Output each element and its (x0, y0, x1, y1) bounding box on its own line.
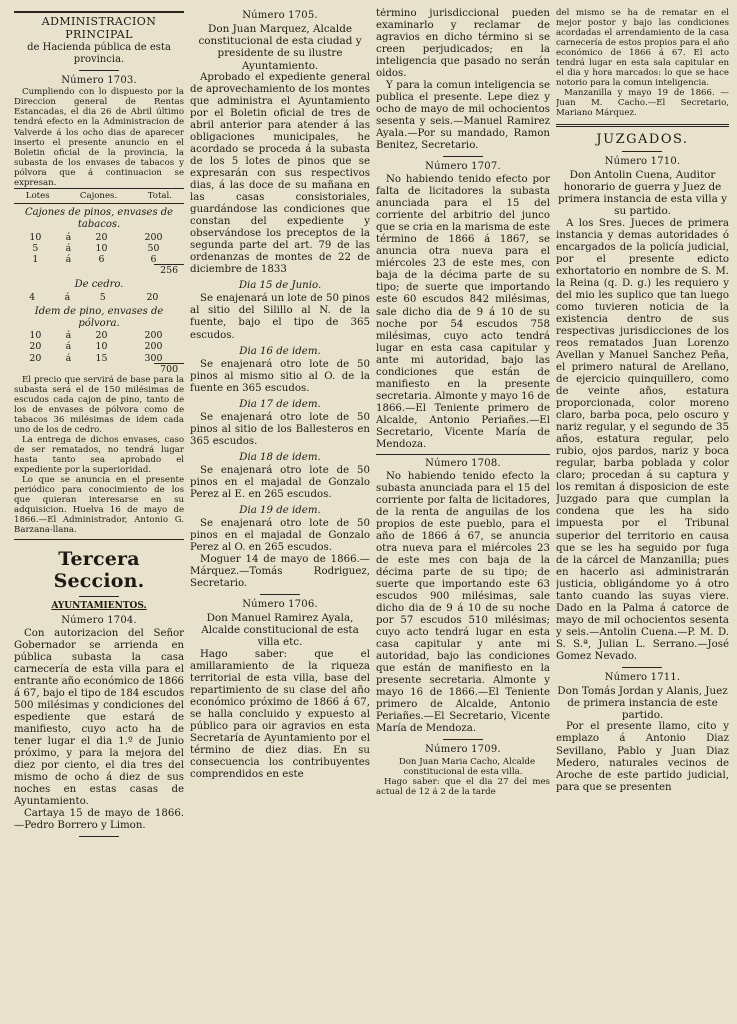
notice-text: Y para la comun inteligencia se publica el presente. Lepe diez y ocho de mayo de mil ochocientos sesenta y seis.—Manuel Ramirez Ayala.—Por su mandado, Ramon Benitez, Secretario. (375, 80, 550, 152)
table-cell: 10 (95, 341, 108, 353)
table-cell: á (65, 231, 72, 243)
divider (79, 70, 119, 71)
notice-signature: Moguer 14 de mayo de 1866.—Márquez.—Tomás Rodriguez, Secretario. (190, 554, 370, 590)
top-rule (14, 11, 184, 13)
notice-number: Número 1703. (61, 74, 137, 86)
table-row (14, 341, 184, 352)
notice-heading: Don Juan Marquez, Alcalde constitucional de esta ciudad y presidente de su ilustre Ayuntamiento. (198, 22, 362, 72)
lots-table-group-2 (14, 292, 184, 303)
notice-text: Se enajenará otro lote de 50 pinos en el majadal de Gonzalo Perez al E. en 265 escudos. (190, 464, 370, 500)
table-cell: á (65, 352, 72, 364)
notice-number: Número 1711. (604, 671, 681, 683)
notice-text: Aprobado el expediente general de aprovechamiento de los montes que administra el Ayuntamiento por el Boletin oficial de tres de abril anterior para atender á las obligaciones municipales, he acordado se proceda á la subasta de los 5 lotes de pinos que se expresarán con sus respectivos dias, á las doce de su mañana en las casas consistoriales, guardándose las condiciones que constan del expediente y observándose los preceptos de la segunda parte del art. 79 de las ordenanzas de montes de 22 de diciembre de 1833 (190, 71, 370, 276)
notice-heading: Don Tomás Jordan y Alanis, Juez de primera instancia de este partido. (557, 684, 728, 722)
notice-text: Se enajenará otro lote de 50 pinos al sitio de los Ballesteros en 365 escudos. (190, 411, 370, 447)
divider (556, 124, 729, 127)
notice-text: Hago saber: que el dia 27 del mes actual de 12 á 2 de la tarde (375, 777, 550, 798)
divider (260, 594, 300, 595)
table-cell: 200 (144, 341, 163, 353)
divider (79, 836, 119, 837)
table-header-lotes: Lotes (14, 188, 61, 203)
notice-text: Se enajenará otro lote de 50 pinos en el majadal de Gonzalo Perez al O. en 265 escudos. (190, 517, 370, 554)
notice-number: Número 1707. (425, 161, 501, 173)
notice-signature: Manzanilla y mayo 19 de 1866. —Juan M. Cacho.—El Secretario, Mariano Márquez. (555, 88, 729, 119)
column-1 (14, 8, 184, 1014)
table-cell: 20 (146, 291, 159, 303)
table-cell: á (65, 253, 72, 265)
lots-table-group-3 (14, 330, 184, 363)
notice-number: Número 1706. (242, 599, 318, 611)
table-cell: á (65, 330, 72, 342)
subtotal-value: 256 (154, 264, 184, 276)
divider (443, 739, 483, 740)
table-cell: 1 (32, 253, 39, 265)
subtotal (14, 265, 184, 276)
notice-date: Dia 16 de idem. (239, 345, 321, 357)
notice-text: Cumpliendo con lo dispuesto por la Direccion general de Rentas Estancadas, el dia 26 de Abril último tendrá efecto en la Administracion de Valverde á los ocho dias de aparecer inserto el presente anuncio en el Boletin oficial de la provincia, la subasta de los envases de tabacos y pólvora que á continuacion se expresan. (14, 87, 185, 188)
notice-text: término jurisdiccional pueden examinarlo y reclamar de agravios en dicho término si se creen perjudicados; en la inteligencia que pasado no serán oidos. (375, 8, 550, 80)
notice-date: Dia 15 de Junio. (238, 280, 322, 292)
notice-date: Dia 19 de idem. (239, 504, 321, 516)
table-cell: 20 (29, 341, 42, 353)
table-cell: 20 (95, 231, 108, 243)
column-2 (190, 8, 370, 1014)
section-heading: ADMINISTRACION PRINCIPAL (41, 15, 157, 41)
notice-number: Número 1704. (61, 614, 137, 626)
notice-text: No habiendo tenido efecto la subasta anunciada para el 15 del corriente por falta de licitadores, de la renta de anguilas de los propios de este pueblo, para el año de 1866 á 67, se anuncia otra nueva para el miércoles 23 de este mes con baja de la décima parte de su tipo; de suerte que importando este 63 escudos 900 milésimas, sale dicho dia de 9 á 10 de su noche por 57 escudos 510 milésimas; cuyo acto tendrá lugar en esta casa capitular y ante mi autoridad, bajo las condiciones que están de manifiesto en la presente secretaria. Almonte y mayo 16 de 1866.—El Teniente primero de Alcalde, Antonio Periañes.—El Secretario, Vicente María de Mendoza. (375, 470, 550, 735)
table-cell: 200 (144, 231, 163, 243)
divider (622, 667, 662, 668)
notice-text: A los Sres. Jueces de primera instancia y demas autoridades ó encargados de la policía judicial, por el presente edicto exhortatorio en nombre de S. M. la Reina (q. D. g.) les requiero y del mio les suplico que tan luego como tuvieren noticia de la existencia dentro de sus respectivas jurisdicciones de los reos rematados Juan Lorenzo Avellan y Manuel Sanchez Peña, el primero natural de Arellano, de ejercicio quinquillero, como de veinte años, estatura proporcionada, color moreno claro, barba poca, pelo oscuro y nariz regular, y el segundo de 35 años, estatura regular, pelo rubio, ojos pardos, nariz y boca regular, barba poblada y color claro; procedan á su captura y los remitan á disposicion de este Juzgado para que cumplan la condena que les ha sido impuesta por el Tribunal superior del territorio en causa que se les ha seguido por fuga de la cárcel de Manzanilla; pues en hacerlo asi administrarán justicia, obligándome yo á otro tanto cuando las suyas viere. Dado en la Palma á catorce de mayo de mil ochocientos sesenta y seis.—Antolin Cuena.—P. M. D. S. S.ª, Julian L. Serrano.—José Gomez Nevado. (555, 217, 729, 662)
notice-number: Número 1708. (425, 457, 501, 469)
divider (622, 151, 662, 152)
notice-heading: Don Juan Maria Cacho, Alcalde constitucional de esta villa. (398, 757, 536, 778)
table-caption: De cedro. (74, 278, 124, 290)
notice-text: Por el presente llamo, cito y emplazo á Antonio Diaz Sevillano, Pablo y Juan Diaz Medero, naturales vecinos de Aroche de este partido judicial, para que se presenten (555, 721, 729, 793)
notice-text: Hago saber: que el amillaramiento de la riqueza territorial de esta villa, base del repartimiento de su clase del año económico próximo de 1866 á 67, se halla concluido y expuesto al público para oir agravios en esta Secretaría de Ayuntamiento por el término de diez dias. En su consecuencia los contribuyentes comprendidos en este (190, 648, 370, 781)
notice-text: Con autorizacion del Señor Gobernador se arrienda en pública subasta la casa carnecería de esta villa para el entrante año económico de 1866 á 67, bajo el tipo de 184 escudos 500 milésimas y condiciones del espediente que estará de manifiesto, cuyo acto ha de tener lugar el dia 1.º de Junio próximo, y para la mejora del diez por ciento, el dia tres del mismo de ocho á diez de sus noches en estas casas de Ayuntamiento. (14, 627, 185, 808)
section-subtitle: AYUNTAMIENTOS. (51, 601, 147, 612)
table-cell: 6 (98, 253, 105, 265)
table-cell: 200 (144, 330, 163, 342)
section-title: Tercera Seccion. (53, 547, 145, 592)
divider (376, 454, 550, 455)
table-cell: á (65, 341, 72, 353)
table-row (14, 330, 184, 341)
divider (79, 596, 119, 597)
notice-number: Número 1709. (425, 744, 501, 756)
table-cell: 10 (95, 242, 108, 254)
column-3 (376, 8, 550, 1014)
notice-date: Dia 18 de idem. (239, 451, 321, 463)
notice-signature: Cartaya 15 de mayo de 1866.—Pedro Borrero y Limon. (14, 808, 185, 832)
subtotal (14, 364, 184, 375)
notice-heading: Don Antolin Cuena, Auditor honorario de guerra y Juez de primera instancia de esta villa y su partido. (558, 168, 727, 218)
lots-table (14, 188, 184, 204)
column-4 (556, 8, 729, 1014)
lots-table-group-1 (14, 232, 184, 265)
notice-text: del mismo se ha de rematar en el mejor postor y bajo las condiciones acordadas el arrendamiento de la casa carnecería de estos propios para el año económico de 1866 á 67. El acto tendrá lugar en esta sala capitular en el dia y hora marcados: lo que se hace notorio para la comun inteligencia. (555, 8, 729, 89)
table-cell: 15 (95, 352, 108, 364)
notice-date: Dia 17 de idem. (239, 398, 321, 410)
notice-text: La entrega de dichos envases, caso de ser rematados, no tendrá lugar hasta tanto sea aprobado el expediente por la superioridad. (14, 435, 185, 476)
notice-text: Lo que se anuncia en el presente periódico para conocimiento de los que quieran interesarse en su adquisicion. Huelva 16 de mayo de 1866.—El Administrador, Antonio G. Barzana-llana. (14, 475, 185, 536)
notice-heading: Don Manuel Ramirez Ayala, Alcalde constitucional de esta villa etc. (201, 611, 359, 649)
table-row (14, 243, 184, 254)
newspaper-page (14, 8, 729, 1014)
table-cell: 5 (99, 291, 106, 303)
table-cell: 10 (29, 330, 42, 342)
notice-text: El precio que servirá de base para la subasta será el de 150 milésimas de escudos cada cajon de pino, tanto de los de envases de pólvora como de tabacos 36 milésimas de idem cada uno de los de cedro. (14, 374, 185, 435)
table-cell: á (65, 242, 72, 254)
section-title: JUZGADOS. (596, 131, 689, 147)
notice-text: Se enajenará otro lote de 50 pinos al mismo sitio al O. de la fuente en 365 escudos. (190, 358, 370, 394)
divider (14, 539, 184, 540)
table-cell: 50 (147, 242, 160, 254)
notice-text: No habiendo tenido efecto por falta de licitadores la subasta anunciada para el 15 del corriente del arbitrio del junco que se cria en la marisma de este término de 1866 á 1867, se anuncia otra nueva para el miércoles 23 de este mes, con baja de la décima parte de su tipo; de suerte que importando este 60 escudos 842 milésimas, sale dicho dia de 9 á 10 de su noche por 54 escudos 758 milésimas, cuyo acto tendrá lugar en esta casa capitular y ante mi autoridad, bajo las condiciones que están de manifiesto en la presente secretaria. Almonte y mayo 16 de 1866.—El Teniente primero de Alcalde, Antonio Periañes.—El Secretario, Vicente María de Mendoza. (375, 174, 550, 450)
table-row (14, 292, 184, 303)
table-cell: á (64, 291, 71, 303)
table-cell: 10 (29, 231, 42, 243)
notice-number: Número 1710. (604, 155, 681, 167)
table-cell: 6 (150, 253, 157, 265)
table-caption: Idem de pino, envases de pólvora. (34, 305, 164, 329)
table-caption: Cajones de pinos, envases de tabacos. (24, 206, 174, 230)
table-row (14, 232, 184, 243)
table-cell: 4 (29, 291, 36, 303)
subtotal-value: 700 (154, 363, 184, 375)
table-cell: 20 (29, 352, 42, 364)
table-cell: 5 (32, 242, 39, 254)
notice-text: Se enajenará un lote de 50 pinos al sitio del Silillo al N. de la fuente, bajo el tipo de 365 escudos. (190, 293, 370, 341)
table-cell: 300 (144, 352, 163, 364)
table-header-total: Total. (136, 188, 184, 203)
divider (443, 156, 483, 157)
table-row (14, 353, 184, 364)
table-cell: 20 (95, 330, 108, 342)
table-header-cajones: Cajones. (61, 188, 135, 203)
section-subheading: de Hacienda pública de esta provincia. (27, 41, 171, 65)
notice-number: Número 1705. (242, 10, 318, 21)
